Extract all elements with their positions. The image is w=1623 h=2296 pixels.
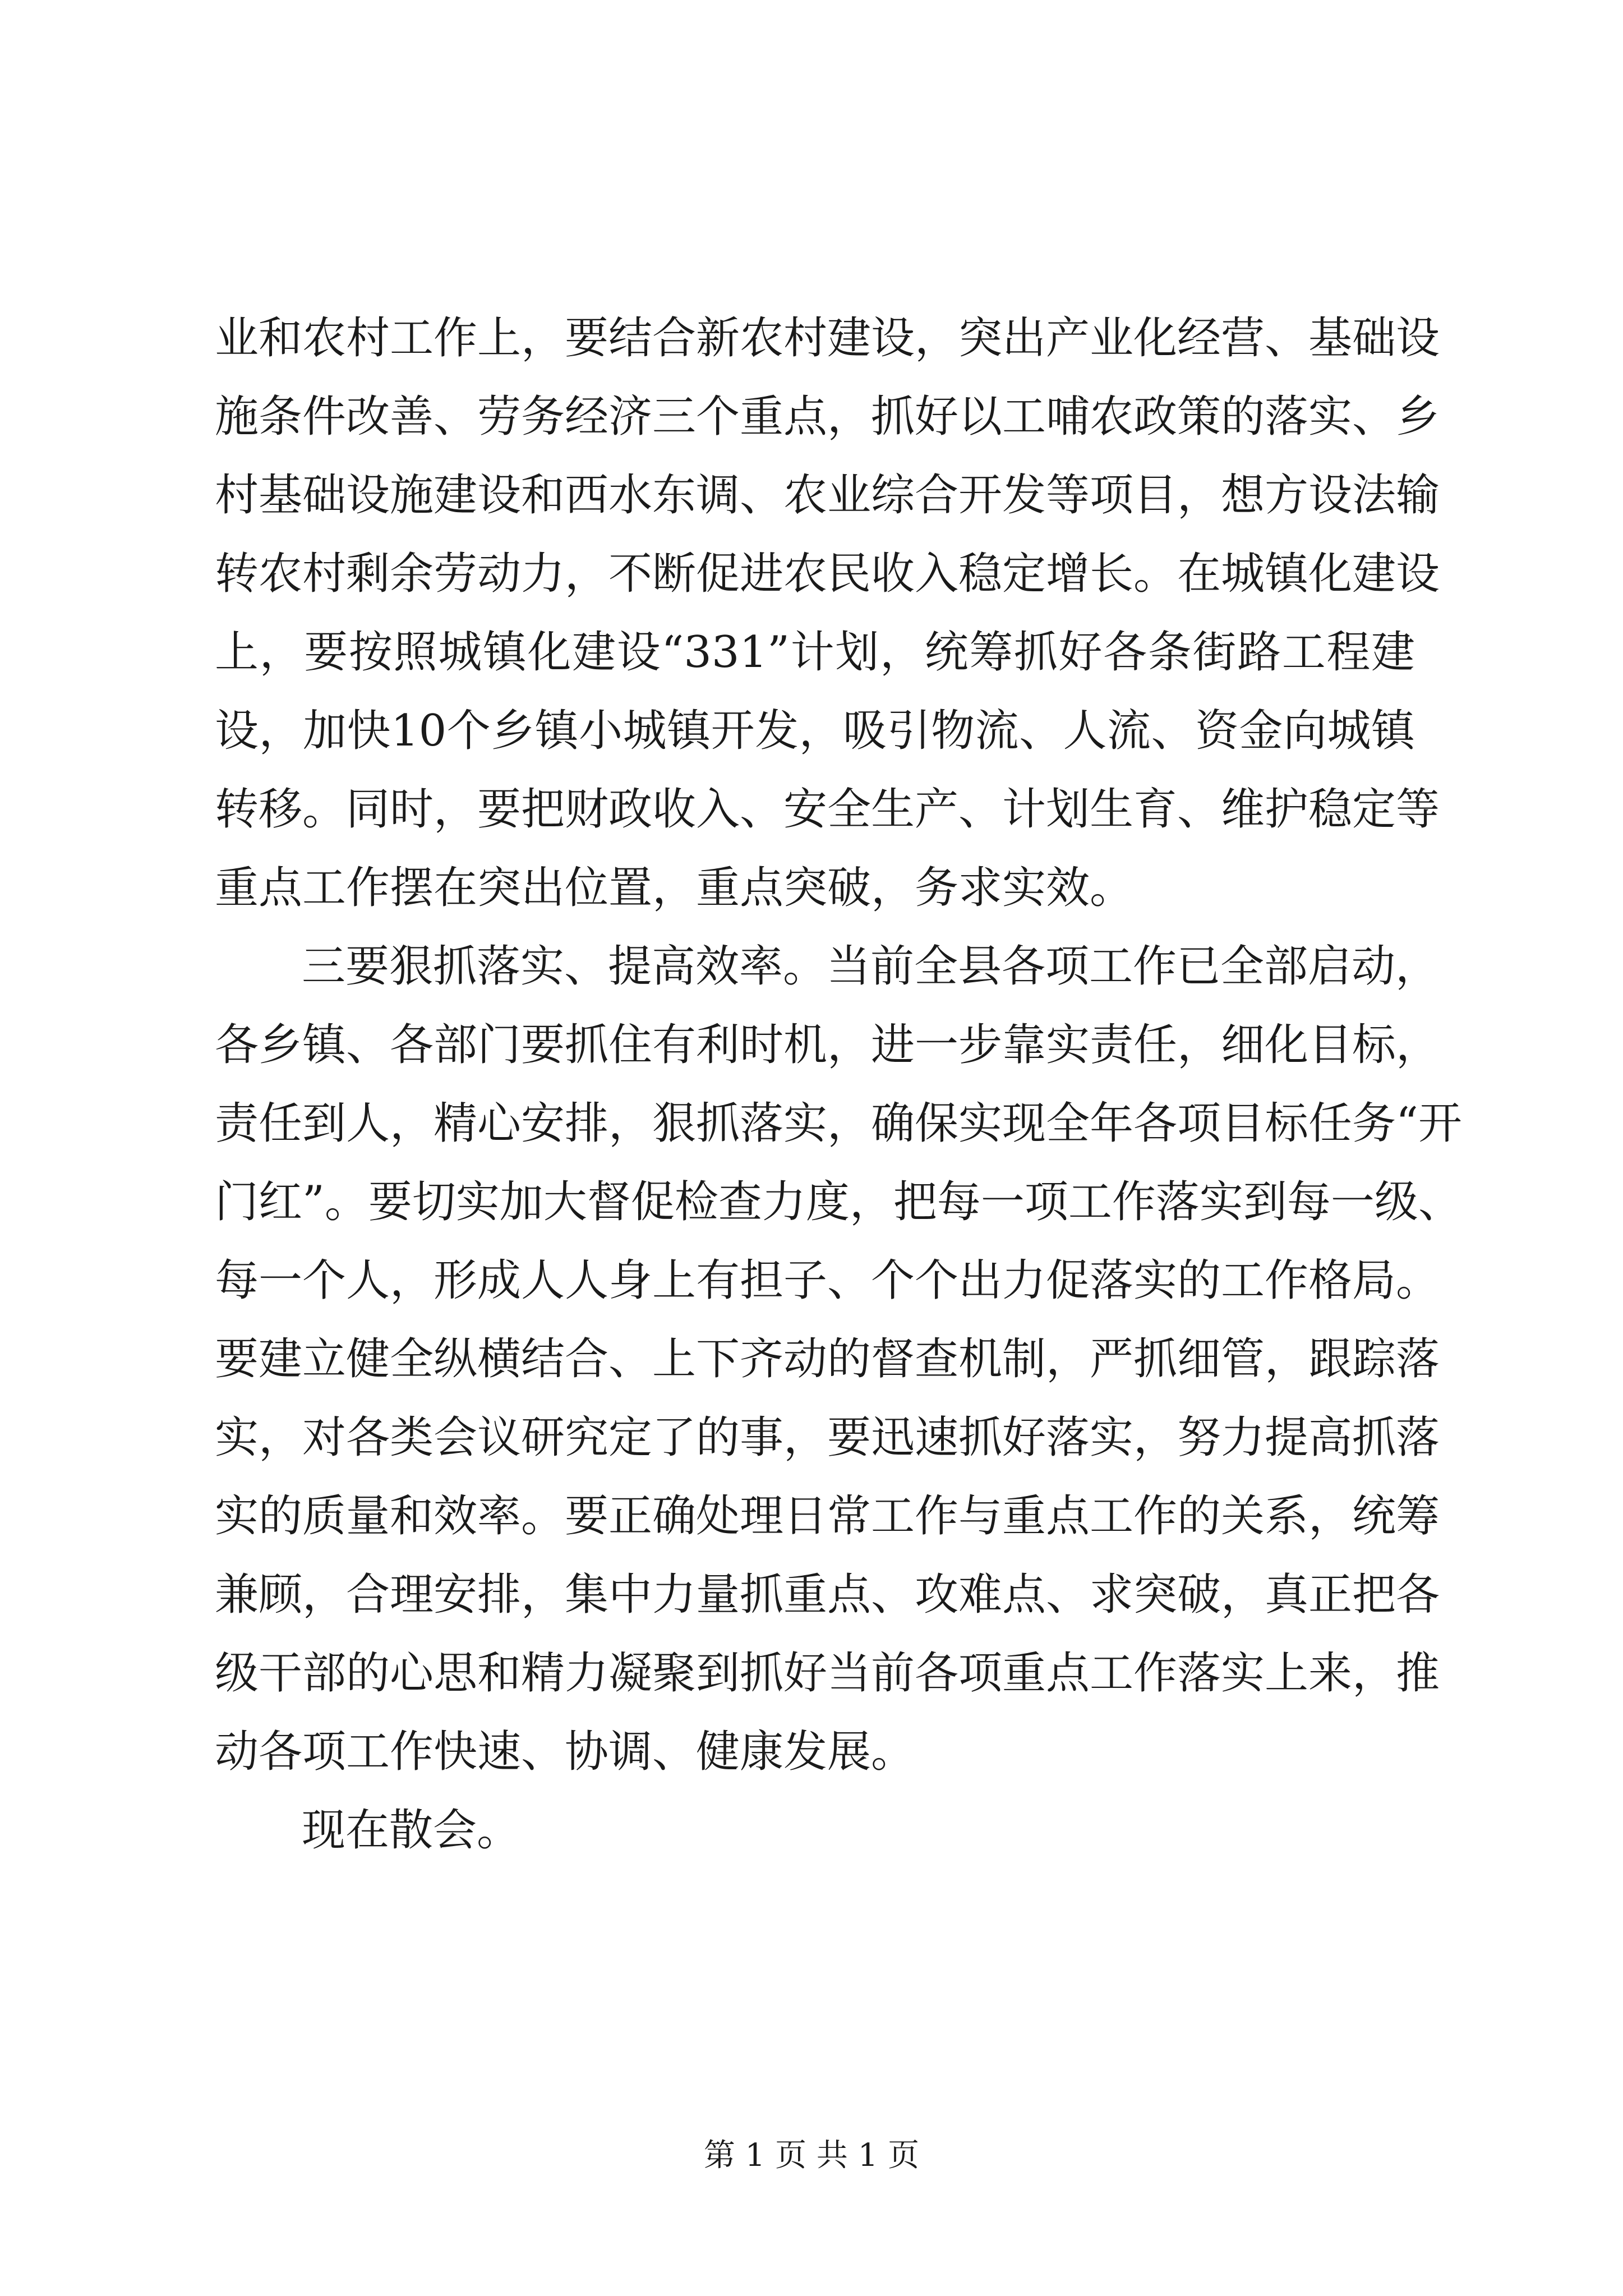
- text-line: 设，加快10个乡镇小城镇开发，吸引物流、人流、资金向城镇: [215, 706, 1415, 756]
- text-line: 重点工作摆在突出位置，重点突破，务求实效。: [215, 863, 1134, 913]
- text-line: 转移。同时，要把财政收入、安全生产、计划生育、维护稳定等: [215, 784, 1440, 835]
- document-body: [215, 299, 1462, 1870]
- text-line: 现在散会。: [302, 1805, 521, 1856]
- text-line: 实，对各类会议研究定了的事，要迅速抓好落实，努力提高抓落: [215, 1412, 1440, 1463]
- page-footer: 第 1 页 共 1 页: [703, 2137, 920, 2174]
- text-line: 实的质量和效率。要正确处理日常工作与重点工作的关系，统筹: [215, 1491, 1440, 1542]
- text-line: 各乡镇、各部门要抓住有利时机，进一步靠实责任，细化目标，: [215, 1020, 1440, 1070]
- text-line: 业和农村工作上，要结合新农村建设，突出产业化经营、基础设: [215, 313, 1440, 364]
- text-line: 上，要按照城镇化建设“331”计划，统筹抓好各条街路工程建: [215, 627, 1415, 678]
- text-line: 兼顾，合理安排，集中力量抓重点、攻难点、求突破，真正把各: [215, 1570, 1440, 1620]
- text-line: 转农村剩余劳动力，不断促进农民收入稳定增长。在城镇化建设: [215, 549, 1440, 599]
- text-line: 每一个人，形成人人身上有担子、个个出力促落实的工作格局。: [215, 1255, 1440, 1306]
- text-line: 要建立健全纵横结合、上下齐动的督查机制，严抓细管，跟踪落: [215, 1334, 1440, 1384]
- text-line: 责任到人，精心安排，狠抓落实，确保实现全年各项目标任务“开: [215, 1098, 1462, 1149]
- text-line: 动各项工作快速、协调、健康发展。: [215, 1727, 915, 1777]
- text-line: 三要狠抓落实、提高效率。当前全县各项工作已全部启动，: [302, 941, 1440, 992]
- text-line: 门红”。要切实加大督促检查力度，把每一项工作落实到每一级、: [215, 1177, 1462, 1227]
- text-line: 村基础设施建设和西水东调、农业综合开发等项目，想方设法输: [215, 470, 1440, 521]
- text-line: 施条件改善、劳务经济三个重点，抓好以工哺农政策的落实、乡: [215, 392, 1440, 442]
- text-line: 级干部的心思和精力凝聚到抓好当前各项重点工作落实上来，推: [215, 1648, 1440, 1699]
